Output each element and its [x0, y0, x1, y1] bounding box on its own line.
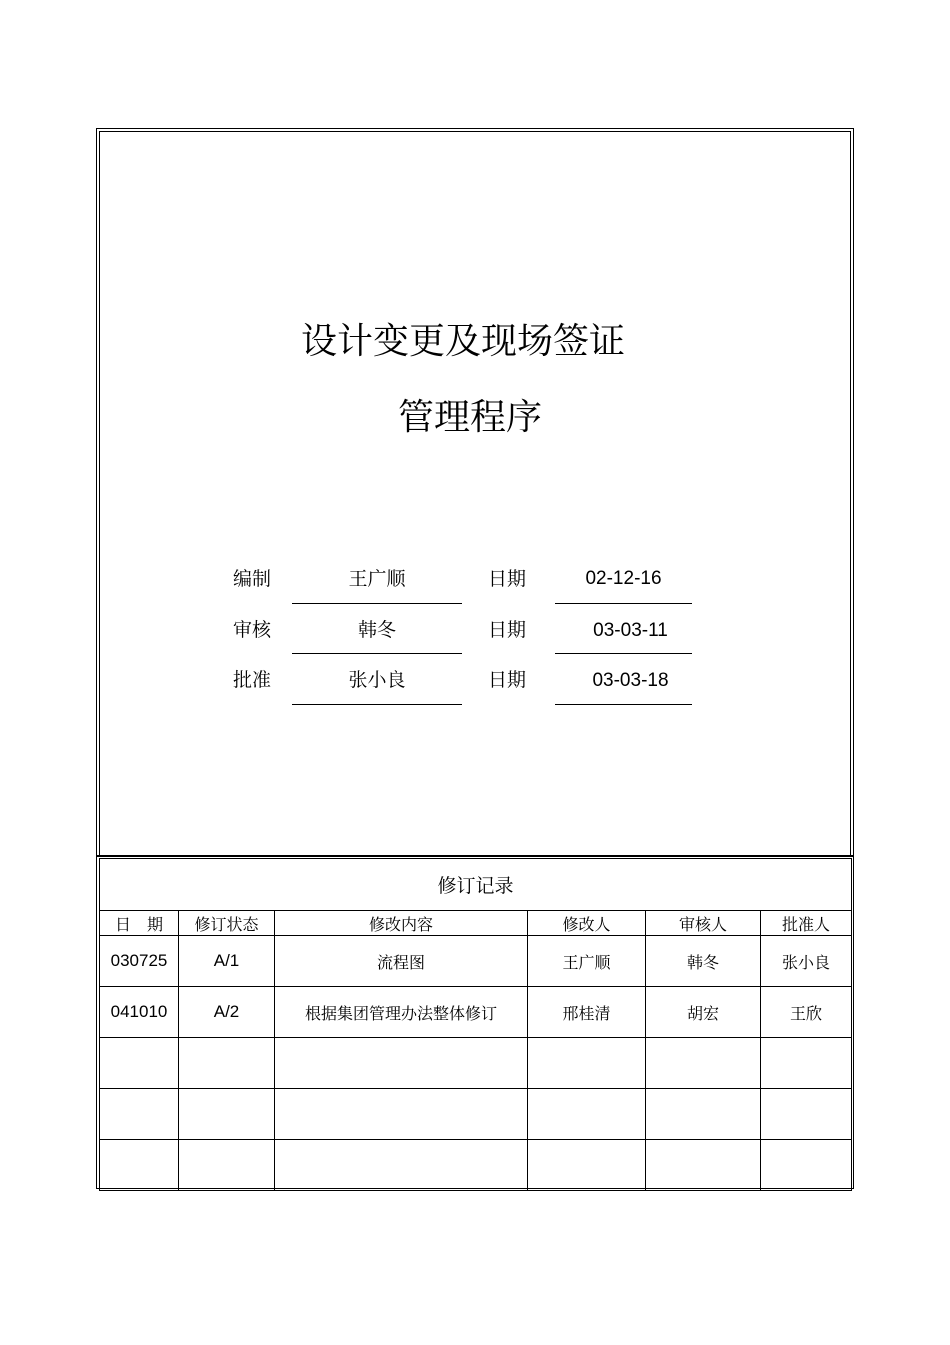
column-header-modifier: 修改人 — [528, 911, 646, 936]
signoff-name-reviewed: 韩冬 — [357, 619, 396, 641]
document-title-line-2: 管理程序 — [397, 397, 542, 438]
column-header-reviewer: 审核人 — [646, 911, 761, 936]
table-row — [100, 987, 852, 1038]
signoff-name-underline — [292, 704, 462, 705]
cell-approver — [761, 1038, 852, 1089]
signoff-name-prepared: 王广顺 — [348, 568, 406, 590]
cell-date — [100, 1089, 179, 1140]
signoff-role-approved: 批准 — [233, 669, 272, 691]
signoff-date-underline — [555, 653, 692, 654]
cell-approver: 张小良 — [761, 936, 852, 987]
cell-content: 根据集团管理办法整体修订 — [275, 987, 528, 1038]
signoff-date-reviewed: 03-03-11 — [593, 620, 668, 641]
cell-date — [100, 1038, 179, 1089]
cover-inner-border — [99, 131, 851, 857]
signoff-name-approved: 张小良 — [348, 669, 406, 691]
revision-table — [99, 858, 852, 1191]
signoff-date-label-reviewed: 日期 — [488, 619, 527, 641]
cell-status — [179, 1038, 275, 1089]
revision-caption: 修订记录 — [100, 859, 852, 911]
cell-content: 流程图 — [275, 936, 528, 987]
cell-content — [275, 1038, 528, 1089]
cell-reviewer — [646, 1140, 761, 1191]
cell-modifier — [528, 1140, 646, 1191]
cell-approver — [761, 1140, 852, 1191]
table-row — [100, 936, 852, 987]
signoff-role-reviewed: 审核 — [233, 619, 272, 641]
signoff-date-underline — [555, 603, 692, 604]
column-header-date: 日 期 — [100, 911, 179, 936]
signoff-role-prepared: 编制 — [233, 568, 272, 590]
table-row — [100, 1038, 852, 1089]
document-title-line-1: 设计变更及现场签证 — [300, 321, 625, 362]
cell-date — [100, 1140, 179, 1191]
cell-approver — [761, 1089, 852, 1140]
cell-modifier — [528, 1038, 646, 1089]
revision-record — [96, 855, 854, 1189]
signoff-date-label-prepared: 日期 — [488, 568, 527, 590]
cell-status: A/1 — [179, 936, 275, 987]
cell-content — [275, 1140, 528, 1191]
cell-reviewer: 韩冬 — [646, 936, 761, 987]
column-header-content: 修改内容 — [275, 911, 528, 936]
column-header-approver: 批准人 — [761, 911, 852, 936]
cell-reviewer — [646, 1038, 761, 1089]
cell-status — [179, 1140, 275, 1191]
cell-modifier: 邢桂清 — [528, 987, 646, 1038]
signoff-date-approved: 03-03-18 — [592, 670, 669, 691]
signoff-name-underline — [292, 653, 462, 654]
cell-reviewer — [646, 1089, 761, 1140]
cell-status: A/2 — [179, 987, 275, 1038]
cell-status — [179, 1089, 275, 1140]
column-header-status: 修订状态 — [179, 911, 275, 936]
cover-frame — [96, 128, 854, 857]
cell-approver: 王欣 — [761, 987, 852, 1038]
table-row — [100, 1140, 852, 1191]
cell-reviewer: 胡宏 — [646, 987, 761, 1038]
cell-modifier — [528, 1089, 646, 1140]
cell-date: 030725 — [100, 936, 179, 987]
table-row — [100, 1089, 852, 1140]
cell-content — [275, 1089, 528, 1140]
signoff-date-prepared: 02-12-16 — [585, 568, 662, 589]
cell-date: 041010 — [100, 987, 179, 1038]
signoff-date-underline — [555, 704, 692, 705]
signoff-date-label-approved: 日期 — [488, 669, 527, 691]
signoff-name-underline — [292, 603, 462, 604]
cell-modifier: 王广顺 — [528, 936, 646, 987]
